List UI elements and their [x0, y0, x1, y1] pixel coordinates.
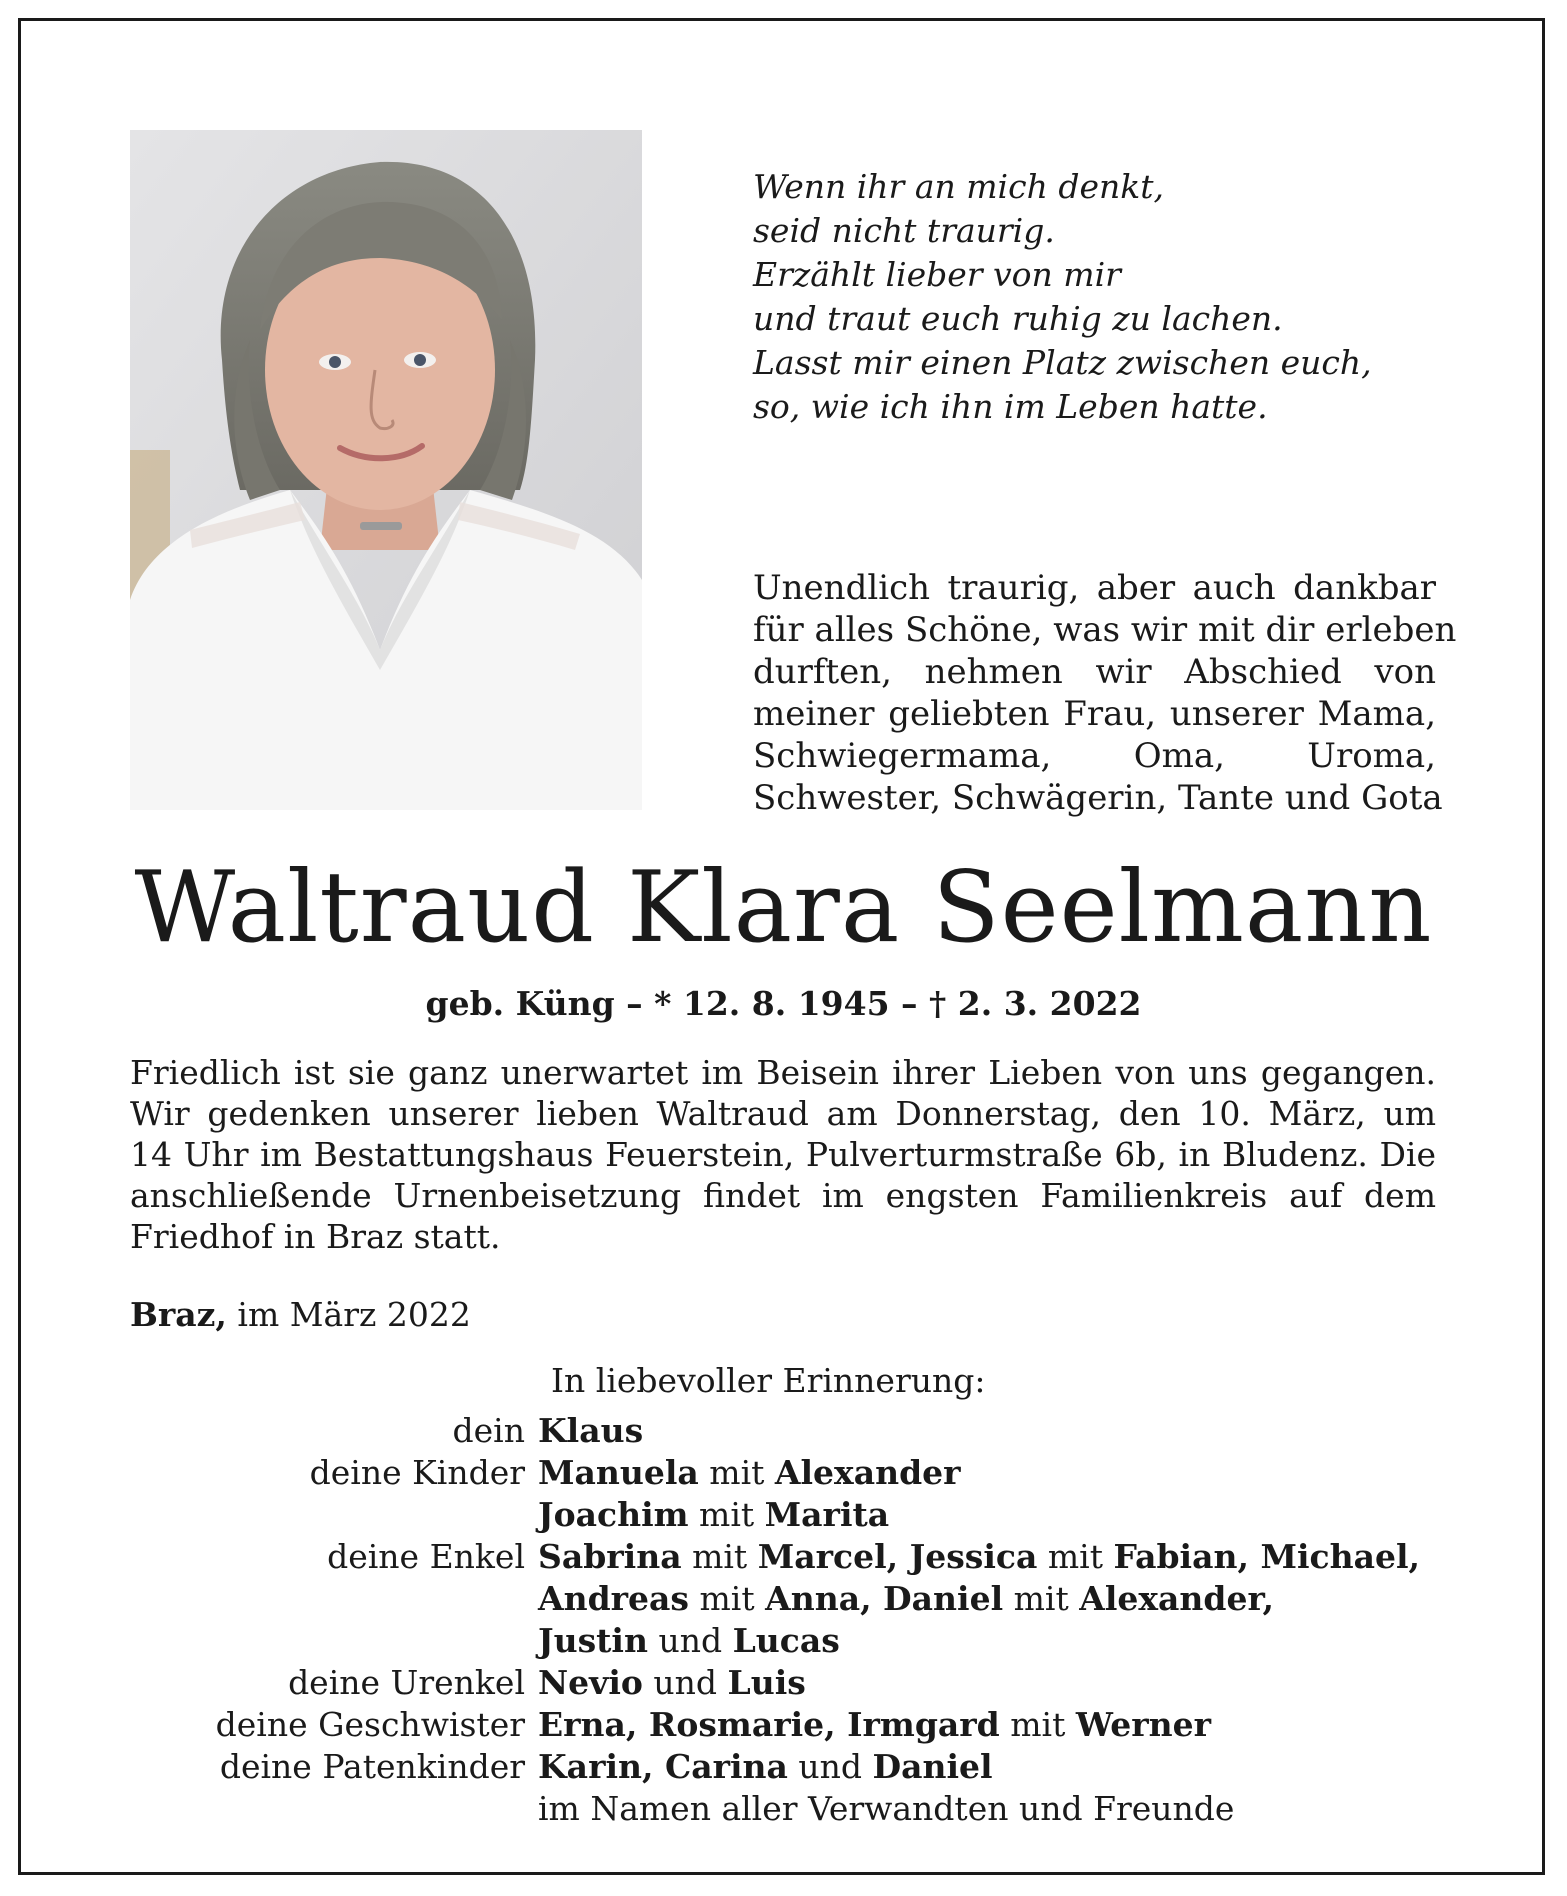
mourner-row	[130, 1788, 1440, 1830]
connector: mit	[1003, 1579, 1080, 1618]
poem-line: Erzählt lieber von mir	[753, 255, 1121, 294]
mourner-name: Justin	[538, 1621, 648, 1660]
mourner-name: Erna, Rosmarie, Irmgard	[538, 1705, 1000, 1744]
portrait-photo	[130, 130, 642, 810]
intro-line: Schwester, Schwägerin, Tante und Gota	[753, 778, 1443, 818]
mourner-row	[130, 1494, 1440, 1536]
announcement-line: Friedlich ist sie ganz unerwartet im Beisein ihrer Lieben von uns gegangen.	[130, 1053, 1436, 1092]
announcement-line: 14 Uhr im Bestattungshaus Feuerstein, Pulverturmstraße 6b, in Bludenz. Die	[130, 1135, 1436, 1174]
intro-line: für alles Schöne, was wir mit dir erleben	[753, 610, 1457, 650]
connector: mit	[1037, 1537, 1114, 1576]
mourner-row	[130, 1620, 1440, 1662]
memory-heading: In liebevoller Erinnerung:	[551, 1361, 986, 1400]
mourner-name: Andreas	[538, 1579, 690, 1618]
announcement-text	[130, 1052, 1436, 1257]
poem-line: Wenn ihr an mich denkt,	[753, 167, 1164, 206]
connector: mit	[688, 1495, 765, 1534]
mourner-row	[130, 1662, 1440, 1704]
mourner-name: Marcel, Jessica	[757, 1537, 1038, 1576]
connector: und	[647, 1621, 733, 1660]
poem-line: so, wie ich ihn im Leben hatte.	[753, 387, 1268, 426]
mourner-row	[130, 1578, 1440, 1620]
connector: und	[642, 1663, 728, 1702]
mourner-name: Joachim	[538, 1495, 689, 1534]
relation-label: dein	[452, 1411, 525, 1450]
mourner-name: Klaus	[538, 1411, 644, 1450]
announcement-line: Wir gedenken unserer lieben Waltraud am Donnerstag, den 10. März, um	[130, 1094, 1436, 1133]
mourner-row	[130, 1746, 1440, 1788]
place-date	[130, 1293, 471, 1337]
relation-label: deine Kinder	[309, 1453, 525, 1492]
poem-line: seid nicht traurig.	[753, 211, 1055, 250]
place-town: Braz,	[130, 1295, 227, 1334]
relation-label: deine Geschwister	[215, 1705, 525, 1744]
mourner-row	[130, 1704, 1440, 1746]
connector: mit	[999, 1705, 1076, 1744]
connector: mit	[698, 1453, 775, 1492]
mourner-name: Alexander	[774, 1453, 961, 1492]
mourner-name: Luis	[727, 1663, 806, 1702]
intro-line: meiner geliebten Frau, unserer Mama,	[753, 694, 1436, 734]
mourner-name: Nevio	[538, 1663, 643, 1702]
relation-label: deine Enkel	[327, 1537, 525, 1576]
mourner-name: Fabian, Michael,	[1113, 1537, 1420, 1576]
mourner-name: Karin, Carina	[538, 1747, 788, 1786]
connector: mit	[681, 1537, 758, 1576]
intro-line: Unendlich traurig, aber auch dankbar	[753, 568, 1436, 608]
mourner-row	[130, 1452, 1440, 1494]
mourners-list	[130, 1410, 1440, 1830]
connector: und	[787, 1747, 873, 1786]
intro-text	[753, 567, 1457, 819]
birth-death-dates: geb. Küng – * 12. 8. 1945 – † 2. 3. 2022	[425, 984, 1142, 1023]
mourner-name: Marita	[764, 1495, 890, 1534]
mourner-name: Lucas	[732, 1621, 840, 1660]
poem-line: und traut euch ruhig zu lachen.	[753, 299, 1283, 338]
mourner-name: Daniel	[872, 1747, 993, 1786]
announcement-line: Friedhof in Braz statt.	[130, 1217, 501, 1256]
mourner-name: Alexander,	[1079, 1579, 1274, 1618]
poem	[753, 165, 1473, 429]
deceased-name: Waltraud Klara Seelmann	[134, 851, 1433, 965]
intro-line: durften, nehmen wir Abschied von	[753, 652, 1436, 692]
mourner-name: Manuela	[538, 1453, 699, 1492]
closing-line: im Namen aller Verwandten und Freunde	[538, 1789, 1235, 1828]
mourner-name: Sabrina	[538, 1537, 682, 1576]
intro-line: Schwiegermama, Oma, Uroma,	[753, 736, 1436, 776]
mourner-name: Anna, Daniel	[765, 1579, 1004, 1618]
mourner-name: Werner	[1075, 1705, 1211, 1744]
mourner-row	[130, 1536, 1440, 1578]
connector: mit	[689, 1579, 766, 1618]
poem-line: Lasst mir einen Platz zwischen euch,	[753, 343, 1372, 382]
relation-label: deine Urenkel	[288, 1663, 525, 1702]
place-month: im März 2022	[237, 1295, 471, 1334]
mourner-row	[130, 1410, 1440, 1452]
announcement-line: anschließende Urnenbeisetzung findet im engsten Familienkreis auf dem	[130, 1176, 1436, 1215]
relation-label: deine Patenkinder	[219, 1747, 525, 1786]
